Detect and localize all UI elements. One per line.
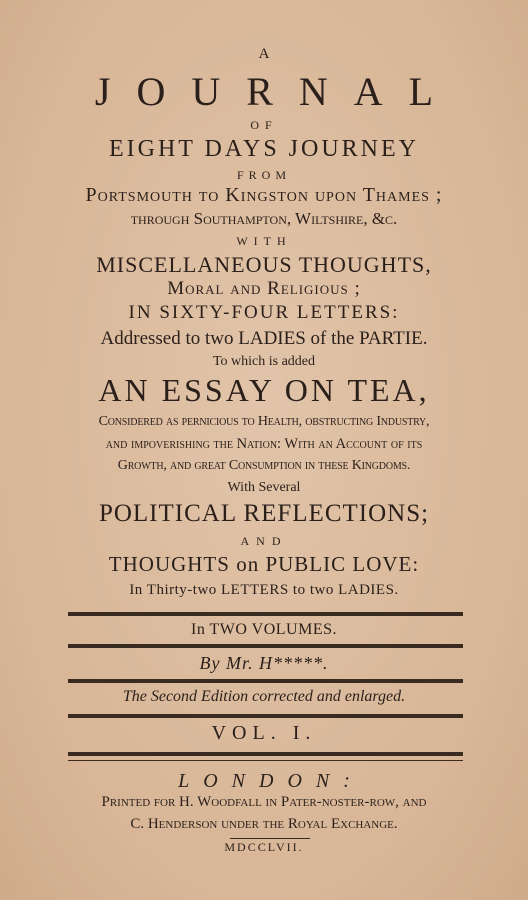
route-with: WITH <box>236 234 292 248</box>
rule-7 <box>230 838 310 839</box>
essay-several: With Several <box>227 480 301 495</box>
route-addressed: Addressed to two LADIES of the PARTIE. <box>100 328 428 349</box>
route-moral: Moral and Religious ; <box>167 278 361 299</box>
essay-title: AN ESSAY ON TEA, <box>98 372 430 408</box>
title-of: OF <box>250 118 278 132</box>
route-line2: through Southampton, Wiltshire, &c. <box>130 209 398 228</box>
volumes: In TWO VOLUMES. <box>190 621 337 638</box>
rule-5 <box>68 752 463 756</box>
rule-4 <box>68 714 463 718</box>
essay-line2: and impoverishing the Nation: With an Account of its <box>105 436 423 452</box>
essay-political: POLITICAL REFLECTIONS; <box>98 500 430 527</box>
essay-and: AND <box>240 534 288 548</box>
imprint-year: MDCCLVII. <box>224 840 304 854</box>
essay-added: To which is added <box>212 354 316 369</box>
rule-1 <box>68 612 463 616</box>
route-misc: MISCELLANEOUS THOUGHTS, <box>96 252 432 277</box>
route-letters: IN SIXTY-FOUR LETTERS: <box>128 302 400 323</box>
title-subtitle: EIGHT DAYS JOURNEY <box>108 136 420 162</box>
rule-2 <box>68 644 463 648</box>
essay-line3: Growth, and great Consumption in these Kingdoms. <box>117 458 411 473</box>
volume-number: VOL. I. <box>211 722 317 744</box>
title-article: A <box>258 46 270 62</box>
title-journal: JOURNAL <box>94 69 460 114</box>
title-from: FROM <box>236 168 291 182</box>
imprint-line2: C. Henderson under the Royal Exchange. <box>130 816 398 832</box>
edition: The Second Edition corrected and enlarged. <box>122 688 406 705</box>
imprint-line1: Printed for H. Woodfall in Pater-noster-row, and <box>101 794 427 810</box>
route-line1: Portsmouth to Kingston upon Thames ; <box>85 184 443 206</box>
essay-line1: Considered as pernicious to Health, obstructing Industry, <box>98 414 430 429</box>
rule-6 <box>68 760 463 761</box>
essay-thoughts: THOUGHTS on PUBLIC LOVE: <box>108 552 420 576</box>
essay-thirty: In Thirty-two LETTERS to two LADIES. <box>129 582 399 598</box>
author: By Mr. H*****. <box>199 653 329 673</box>
rule-3 <box>68 679 463 683</box>
imprint-city: LONDON: <box>178 770 364 792</box>
